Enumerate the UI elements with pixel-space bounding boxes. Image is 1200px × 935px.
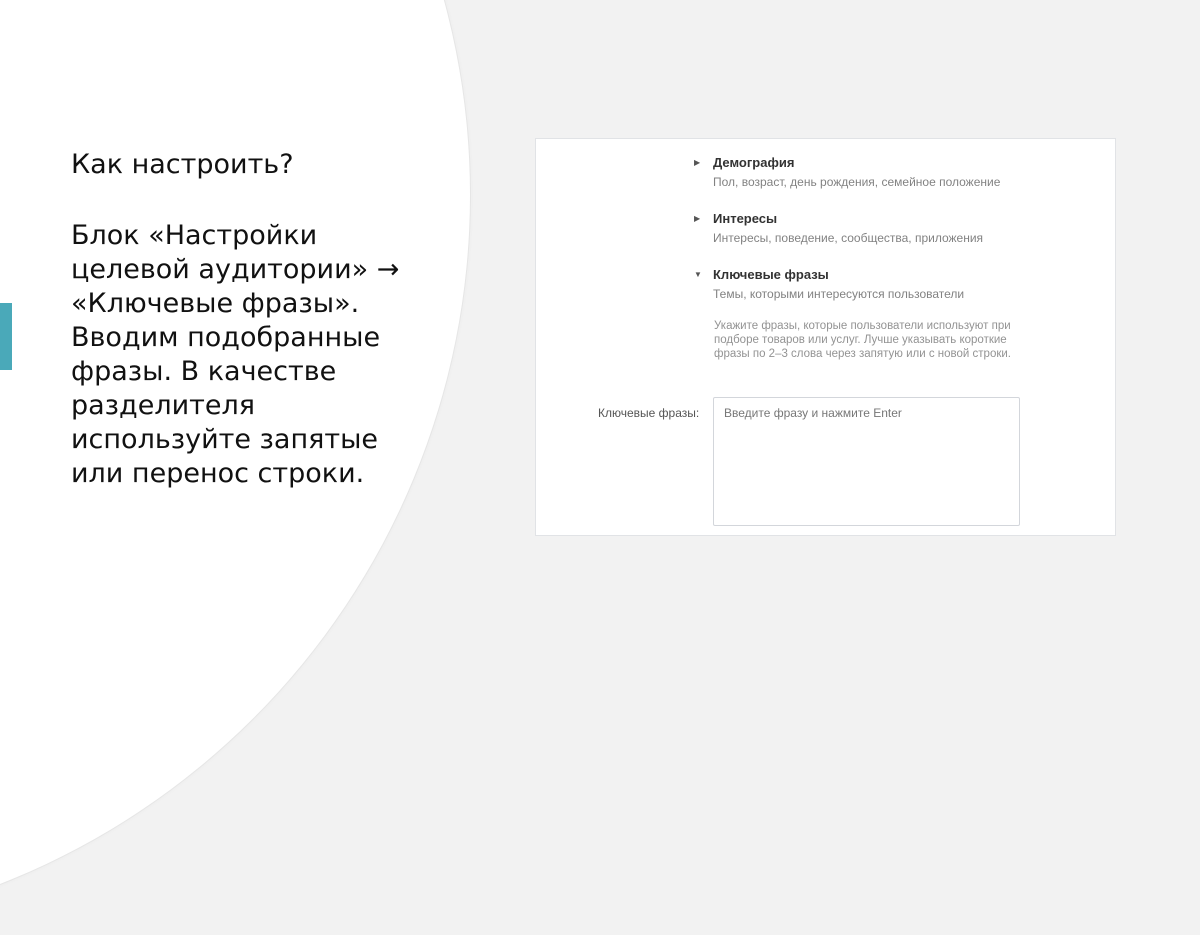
accent-bar bbox=[0, 303, 12, 370]
section-title: Ключевые фразы bbox=[713, 267, 829, 282]
triangle-right-icon: ▶ bbox=[694, 158, 701, 167]
section-subtitle: Темы, которыми интересуются пользователи bbox=[713, 287, 965, 301]
key-phrases-label: Ключевые фразы: bbox=[598, 406, 700, 420]
triangle-right-icon: ▶ bbox=[694, 214, 701, 223]
slide-text-block bbox=[71, 148, 431, 491]
audience-settings-panel bbox=[535, 138, 1116, 536]
section-subtitle: Интересы, поведение, сообщества, приложения bbox=[713, 231, 984, 245]
slide-heading: Как настроить? bbox=[71, 149, 294, 180]
section-title: Интересы bbox=[713, 211, 778, 226]
key-phrases-input[interactable] bbox=[713, 397, 1020, 526]
key-phrases-hint: Укажите фразы, которые пользователи используют при подборе товаров или услуг. Лучше указывать короткие фразы по 2–3 слова через запятую или с новой строки. bbox=[714, 320, 1011, 360]
slide-body: Блок «Настройки целевой аудитории» → «Ключевые фразы». Вводим подобранные фразы. В качестве разделителя используйте запятые или перенос строки. bbox=[71, 220, 400, 489]
triangle-down-icon: ▼ bbox=[694, 270, 702, 279]
section-title: Демография bbox=[713, 155, 795, 170]
section-subtitle: Пол, возраст, день рождения, семейное положение bbox=[713, 175, 1001, 189]
